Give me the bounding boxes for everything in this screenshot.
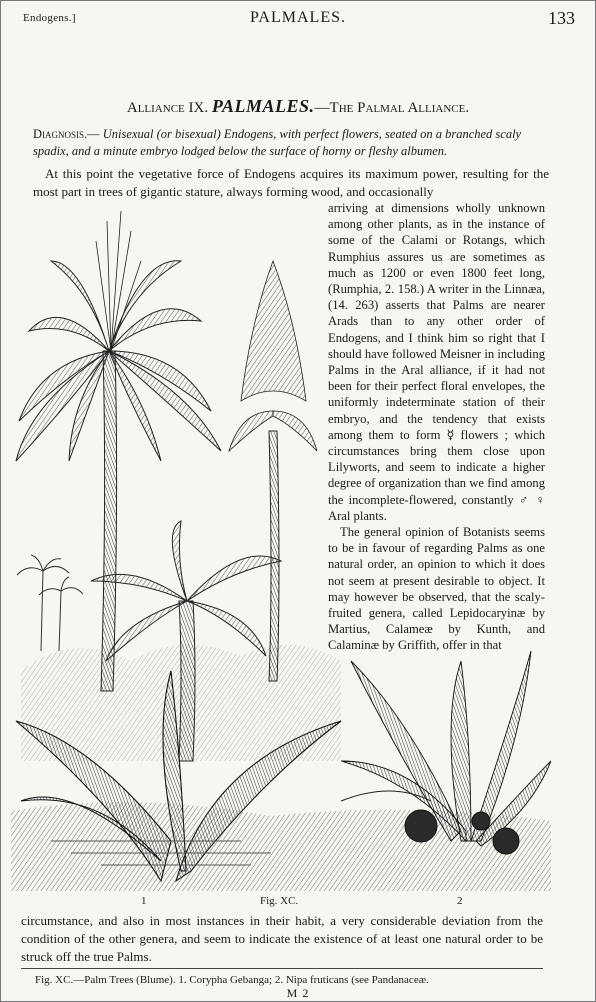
column-paragraph-1: arriving at dimensions wholly unknown among other plants, as in the instance of some of the Calami or Rotangs, which Rumphius assures us are sometimes as much as 1200 or even 1800 feet long, (Rumphia, 2. 158.) A writer in the Linnæa, (14. 263) asserts that Palms are nearer Arads than to any other order of Endogens, and I think him so right that I should have followed Meisner in including Palms in the Aral alliance, if it had not been for their perfect floral envelopes, the uniformly indeterminate station of their embryo, and the tendency that exists among them to form ☿ flowers ; which circumstances bring them close upon Lilyworts, and seem to indicate a higher degree of organization than we find among the incomplete-flowered, constantly ♂ ♀ Aral plants. [328,201,545,523]
alliance-number: Alliance IX. [126,100,209,116]
running-head-title: PALMALES. [250,9,346,26]
column-paragraph-2: The general opinion of Botanists seems to be in favour of regarding Palms as one natural order, an opinion to which it does not seem at present desirable to object. It may however be observed, that the scaly-fruited genera, called Lepidocaryinæ by Martius, Calameæ by Kunth, and Calaminæ by Griffith, offer in that [328,525,545,653]
running-head-left: Endogens.] [23,12,76,24]
diagnosis-label: Diagnosis.— [33,127,100,141]
diagnosis [33,126,549,160]
diagnosis-text: Unisexual (or bisexual) Endogens, with perfect flowers, seated on a branched scaly spadix, and a minute embryo lodged below the surface of horny or fleshy albumen. [33,127,522,158]
body-lead-paragraph: At this point the vegetative force of Endogens acquires its maximum power, resulting for the most part in trees of gigantic stature, always forming wood, and occasionally [33,166,549,200]
alliance-name: PALMALES. [211,96,315,116]
figure-caption: Fig. XC.—Palm Trees (Blume). 1. Corypha Gebanga; 2. Nipa fruticans (see Pandanaceæ. [35,974,429,986]
section-title [1,96,595,117]
signature-mark: M 2 [286,986,310,1000]
wrapped-text-column [328,200,545,654]
figure-label-1: 1 [141,895,147,907]
figure-number: Fig. XC. [260,895,299,907]
alliance-subtitle: —The Palmal Alliance. [314,100,470,116]
body-tail-paragraph: circumstance, and also in most instances in their habit, a very considerable deviation from the condition of the other genera, and seem to indicate the existence of at least one natural order to be struck off the true Palms. [21,913,543,965]
footnote-rule [21,968,543,969]
page-number: 133 [548,8,575,28]
figure-label-2: 2 [457,895,463,907]
